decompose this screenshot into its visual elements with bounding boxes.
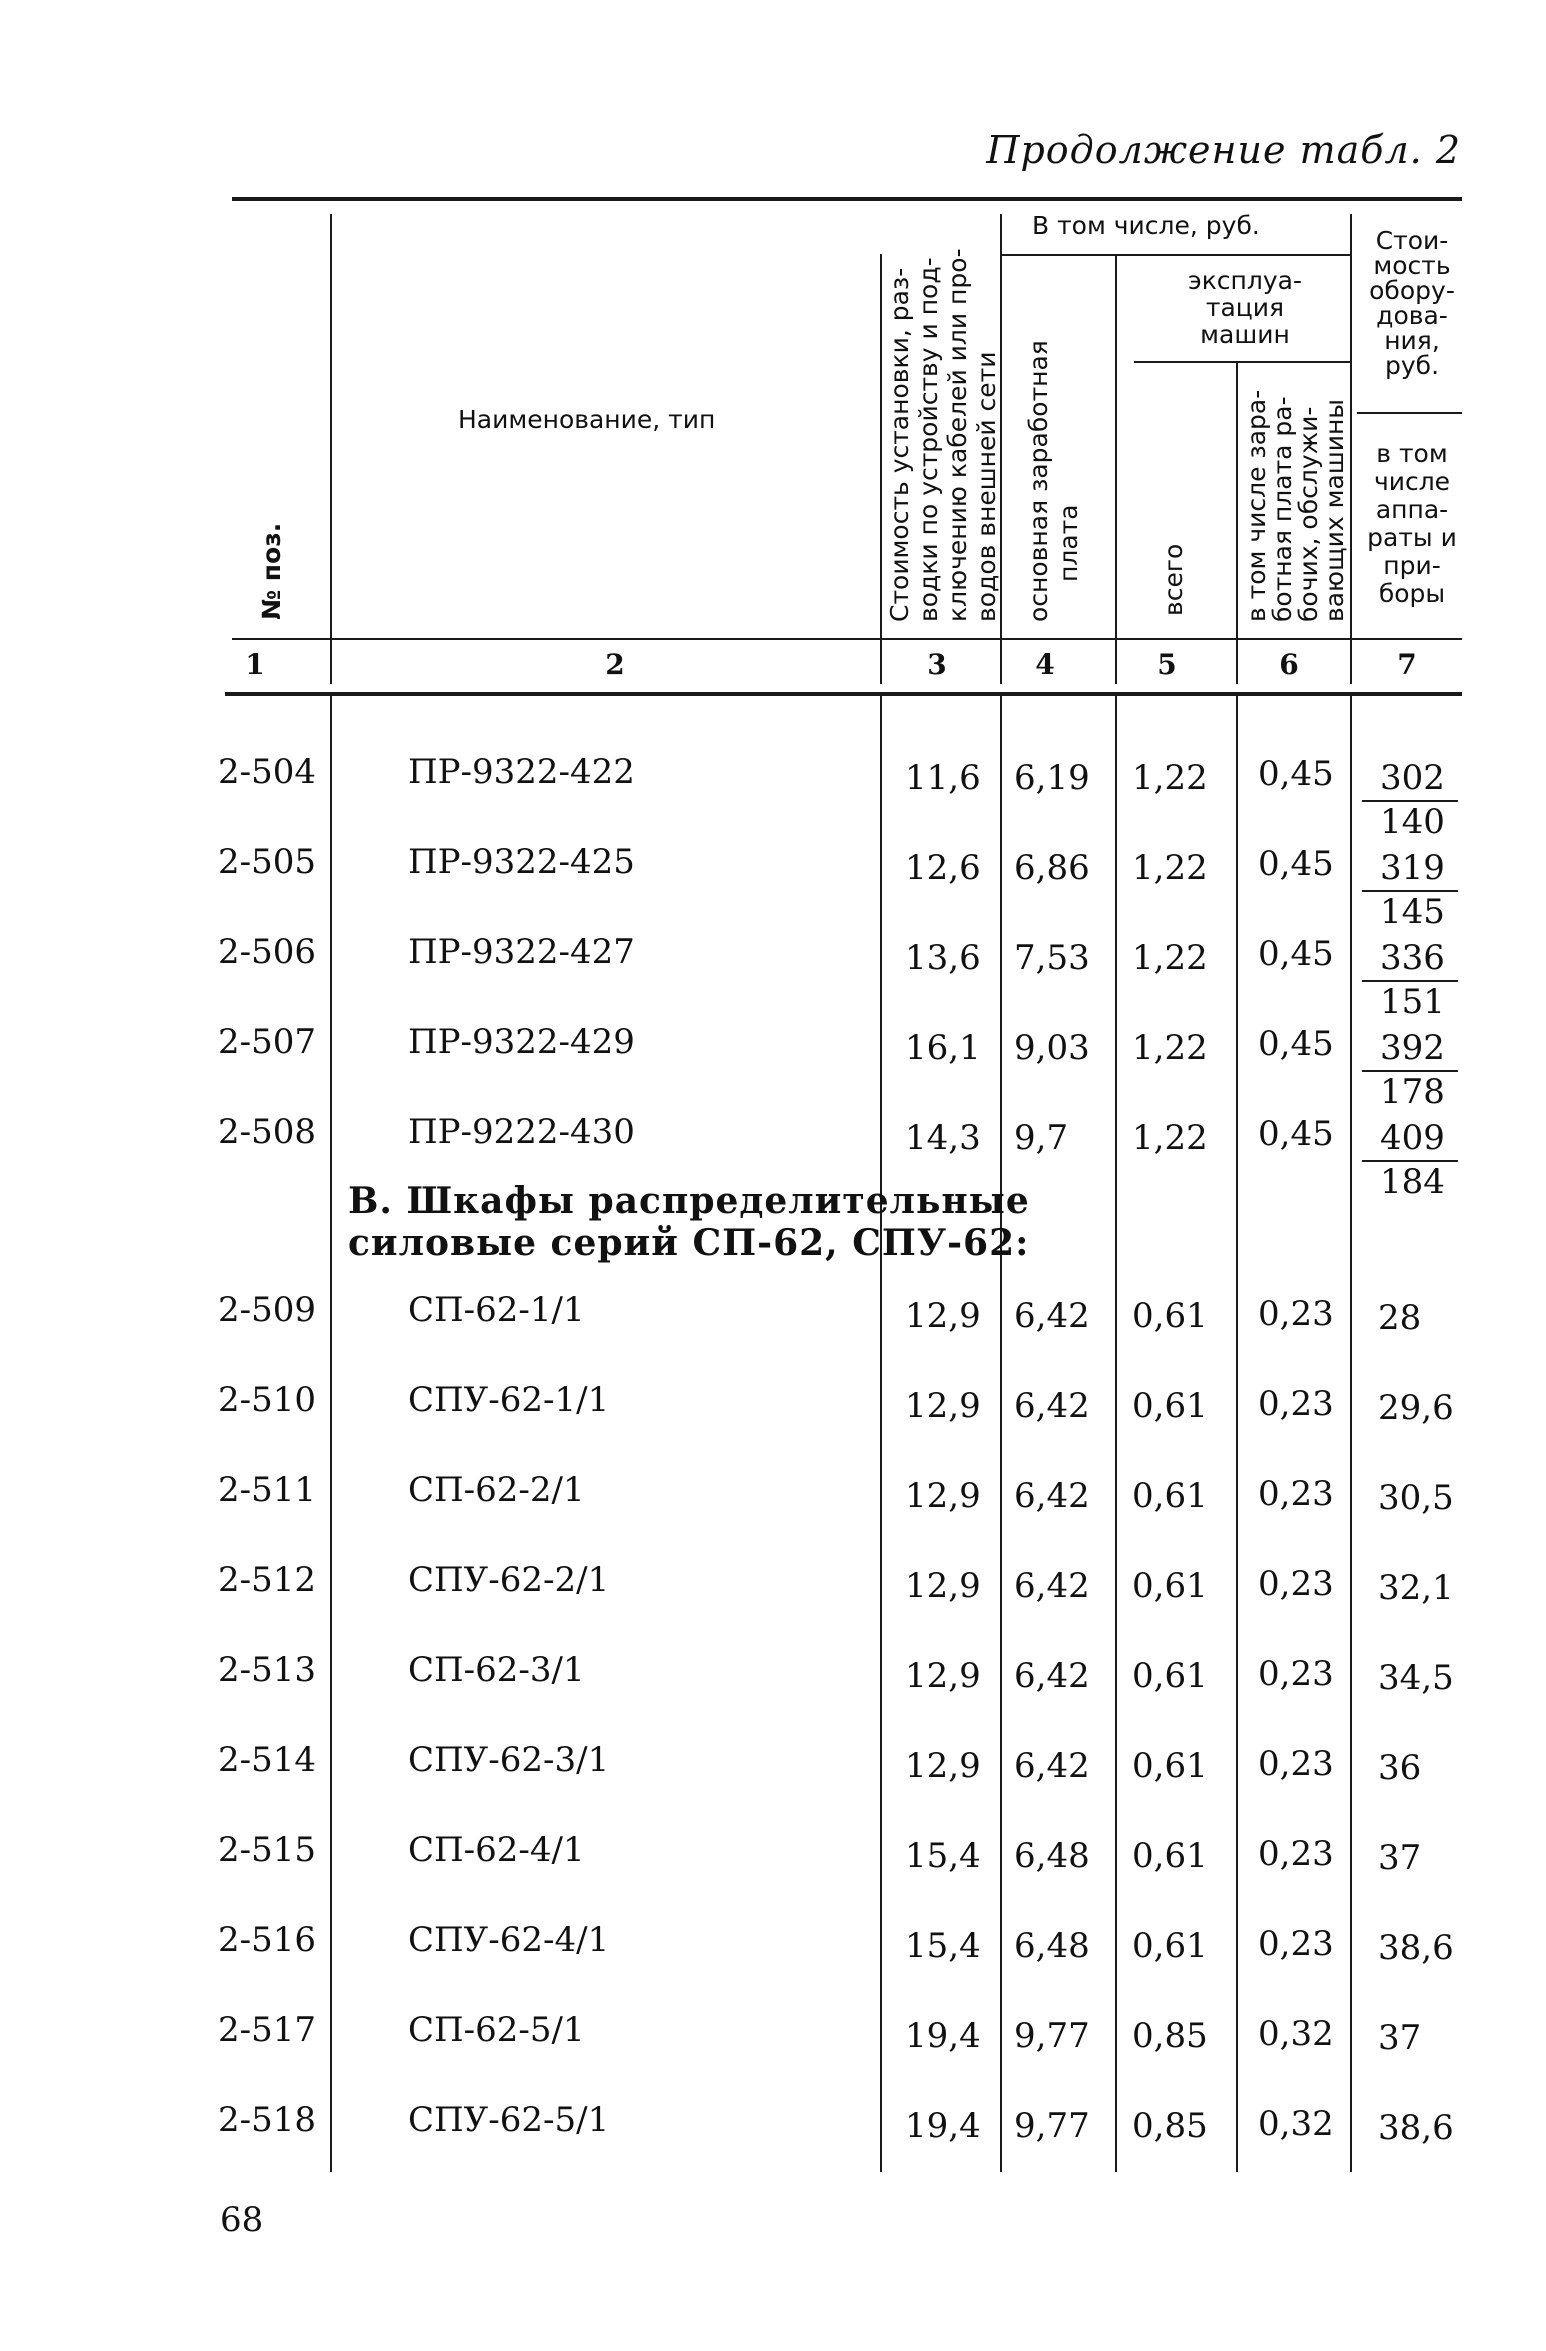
header-col6-line: в том числе зара- [1242,389,1271,622]
row-machine-wage: 0,23 [1258,1654,1334,1694]
row-machine-total: 0,61 [1132,1566,1208,1606]
row-machine-total: 0,61 [1132,1476,1208,1516]
row-install-cost: 19,4 [905,2106,981,2146]
header-col7-bottom-line: боры [1378,579,1446,608]
row-equipment-cost: 37 [1378,2018,1422,2058]
header-bottom-rule [225,692,1462,696]
row-machine-total: 1,22 [1132,848,1208,888]
row-machine-wage: 0,23 [1258,1924,1334,1964]
row-base-wage: 6,48 [1014,1926,1090,1966]
header-col7-bottom-line: раты и [1367,523,1457,552]
body-vline-4 [1115,696,1117,2172]
row-name: СПУ-62-5/1 [408,2100,610,2140]
row-name: СП-62-1/1 [408,1290,585,1330]
row-equipment-cost: 30,5 [1378,1478,1454,1518]
row-equipment-devices: 145 [1380,892,1445,932]
row-install-cost: 12,9 [905,1656,981,1696]
row-equipment-cost: 319 [1380,848,1445,888]
row-base-wage: 6,86 [1014,848,1090,888]
header-col7-top-line: обору- [1369,276,1455,305]
header-col7-bottom-line: числе [1373,467,1451,496]
row-base-wage: 9,7 [1014,1118,1069,1158]
row-position: 2-514 [218,1740,317,1780]
row-base-wage: 9,77 [1014,2016,1090,2056]
column-number: 3 [927,648,947,681]
row-machine-wage: 0,23 [1258,1564,1334,1604]
row-install-cost: 12,6 [905,848,981,888]
subgroup-rule [1134,361,1350,363]
row-machine-wage: 0,32 [1258,2104,1334,2144]
header-col3-line: водов внешней сети [972,351,1001,622]
row-machine-total: 0,61 [1132,1836,1208,1876]
header-col6-line: бочих, обслужи- [1294,406,1323,622]
row-machine-total: 0,61 [1132,1926,1208,1966]
row-equipment-cost: 302 [1380,758,1445,798]
row-equipment-devices: 178 [1380,1072,1445,1112]
row-name: СП-62-3/1 [408,1650,585,1690]
row-machine-total: 1,22 [1132,1028,1208,1068]
header-subgroup-line: машин [1200,320,1290,349]
vline-6 [1350,214,1352,684]
header-col7-top-line: Стои- [1375,226,1449,255]
header-col3-line: Стоимость установки, раз- [885,267,914,622]
row-name: СПУ-62-2/1 [408,1560,610,1600]
row-position: 2-506 [218,932,317,972]
row-name: ПР-9322-425 [408,842,635,882]
row-position: 2-505 [218,842,317,882]
row-base-wage: 6,42 [1014,1656,1090,1696]
row-name: СП-62-5/1 [408,2010,585,2050]
group-rule [1000,254,1350,256]
row-base-wage: 7,53 [1014,938,1090,978]
body-vline-5 [1236,696,1238,2172]
header-top-rule [232,197,1462,201]
row-position: 2-510 [218,1380,317,1420]
row-install-cost: 11,6 [905,758,981,798]
header-col4-line: основная заработная [1024,340,1053,622]
row-install-cost: 15,4 [905,1926,981,1966]
row-equipment-cost: 38,6 [1378,2108,1454,2148]
row-equipment-devices: 151 [1380,982,1445,1022]
header-col5: всего [1159,543,1188,616]
row-base-wage: 6,42 [1014,1386,1090,1426]
page-number: 68 [220,2200,264,2240]
row-position: 2-517 [218,2010,317,2050]
header-subgroup-line: тация [1205,293,1285,322]
row-equipment-cost: 336 [1380,938,1445,978]
row-name: ПР-9322-427 [408,932,635,972]
header-col3 [885,248,1001,622]
row-machine-total: 0,85 [1132,2016,1208,2056]
row-equipment-cost: 36 [1378,1748,1422,1788]
header-subgroup-line: эксплуа- [1187,266,1303,295]
row-position: 2-508 [218,1112,317,1152]
row-position: 2-518 [218,2100,317,2140]
header-col7-top-line: мость [1373,251,1451,280]
header-col1: № поз. [257,522,286,620]
body-vline-3 [1000,696,1002,2172]
row-machine-wage: 0,23 [1258,1834,1334,1874]
column-number: 4 [1035,648,1055,681]
row-base-wage: 9,77 [1014,2106,1090,2146]
row-equipment-cost: 29,6 [1378,1388,1454,1428]
header-col7-bottom [1362,440,1462,608]
row-position: 2-509 [218,1290,317,1330]
header-col7-top-line: дова- [1376,301,1448,330]
header-col4-line: плата [1054,504,1083,582]
row-install-cost: 19,4 [905,2016,981,2056]
row-equipment-cost: 409 [1380,1118,1445,1158]
row-install-cost: 12,9 [905,1296,981,1336]
vline-5 [1236,361,1238,684]
row-base-wage: 9,03 [1014,1028,1090,1068]
row-machine-wage: 0,32 [1258,2014,1334,2054]
header-group: В том числе, руб. [1032,211,1260,240]
row-base-wage: 6,42 [1014,1746,1090,1786]
column-number: 7 [1397,648,1417,681]
row-equipment-devices: 184 [1380,1162,1445,1202]
column-number: 6 [1279,648,1299,681]
header-col7-bottom-line: в том [1376,439,1448,468]
row-name: СПУ-62-3/1 [408,1740,610,1780]
table-caption: Продолжение табл. 2 [986,128,1461,172]
header-col4 [1024,340,1084,622]
row-machine-wage: 0,45 [1258,844,1334,884]
row-machine-total: 0,61 [1132,1746,1208,1786]
header-col7-top-line: ния, [1384,326,1440,355]
row-position: 2-513 [218,1650,317,1690]
row-equipment-devices: 140 [1380,802,1445,842]
row-install-cost: 12,9 [905,1746,981,1786]
row-machine-wage: 0,45 [1258,1024,1334,1064]
row-base-wage: 6,42 [1014,1566,1090,1606]
header-col3-line: водки по устройству и под- [914,257,943,622]
header-col7-top [1364,228,1460,378]
row-install-cost: 14,3 [905,1118,981,1158]
row-name: СПУ-62-4/1 [408,1920,610,1960]
row-name: СП-62-4/1 [408,1830,585,1870]
row-position: 2-507 [218,1022,317,1062]
header-col7-bottom-line: аппа- [1375,495,1449,524]
row-machine-wage: 0,23 [1258,1744,1334,1784]
row-name: СП-62-2/1 [408,1470,585,1510]
row-equipment-cost: 32,1 [1378,1568,1454,1608]
header-col6-line: ботная плата ра- [1268,396,1297,622]
body-vline-6 [1350,696,1352,2172]
row-name: ПР-9322-422 [408,752,635,792]
row-equipment-cost: 38,6 [1378,1928,1454,1968]
column-number: 5 [1157,648,1177,681]
row-machine-wage: 0,23 [1258,1384,1334,1424]
row-machine-total: 0,61 [1132,1656,1208,1696]
header-numbers-rule [232,638,1462,640]
section-title-line: В. Шкафы распределительные [348,1180,1030,1222]
row-base-wage: 6,48 [1014,1836,1090,1876]
row-machine-wage: 0,23 [1258,1294,1334,1334]
row-install-cost: 13,6 [905,938,981,978]
column-number: 2 [605,648,625,681]
header-col2: Наименование, тип [458,405,716,434]
column-number: 1 [245,648,265,681]
vline-1 [330,214,332,684]
header-col7-bottom-line: при- [1383,551,1441,580]
row-equipment-cost: 392 [1380,1028,1445,1068]
body-vline-2 [880,696,882,2172]
header-col6-line: вающих машины [1320,398,1349,622]
row-name: ПР-9322-429 [408,1022,635,1062]
row-machine-wage: 0,45 [1258,934,1334,974]
row-name: ПР-9222-430 [408,1112,635,1152]
row-machine-total: 1,22 [1132,1118,1208,1158]
section-title-line: силовые серий СП-62, СПУ-62: [348,1222,1030,1264]
section-title [348,1180,1030,1264]
row-name: СПУ-62-1/1 [408,1380,610,1420]
row-machine-total: 1,22 [1132,758,1208,798]
row-position: 2-516 [218,1920,317,1960]
row-position: 2-515 [218,1830,317,1870]
header-col3-line: ключению кабелей или про- [943,248,972,622]
header-col7-top-line: руб. [1384,351,1440,380]
body-vline-1 [330,696,332,2172]
row-machine-total: 1,22 [1132,938,1208,978]
row-base-wage: 6,42 [1014,1296,1090,1336]
row-machine-wage: 0,23 [1258,1474,1334,1514]
row-install-cost: 15,4 [905,1836,981,1876]
header-subgroup [1150,267,1340,348]
header-col6 [1244,390,1348,622]
row-base-wage: 6,42 [1014,1476,1090,1516]
row-position: 2-512 [218,1560,317,1600]
row-install-cost: 12,9 [905,1476,981,1516]
row-machine-total: 0,85 [1132,2106,1208,2146]
row-machine-wage: 0,45 [1258,1114,1334,1154]
row-machine-total: 0,61 [1132,1386,1208,1426]
row-equipment-cost: 37 [1378,1838,1422,1878]
row-position: 2-504 [218,752,317,792]
row-machine-wage: 0,45 [1258,754,1334,794]
vline-4 [1115,254,1117,684]
row-install-cost: 12,9 [905,1566,981,1606]
row-install-cost: 12,9 [905,1386,981,1426]
col7-split-rule [1357,412,1462,414]
row-install-cost: 16,1 [905,1028,981,1068]
row-position: 2-511 [218,1470,317,1510]
vline-2 [880,254,882,684]
row-equipment-cost: 28 [1378,1298,1422,1338]
row-equipment-cost: 34,5 [1378,1658,1454,1698]
row-machine-total: 0,61 [1132,1296,1208,1336]
row-base-wage: 6,19 [1014,758,1090,798]
